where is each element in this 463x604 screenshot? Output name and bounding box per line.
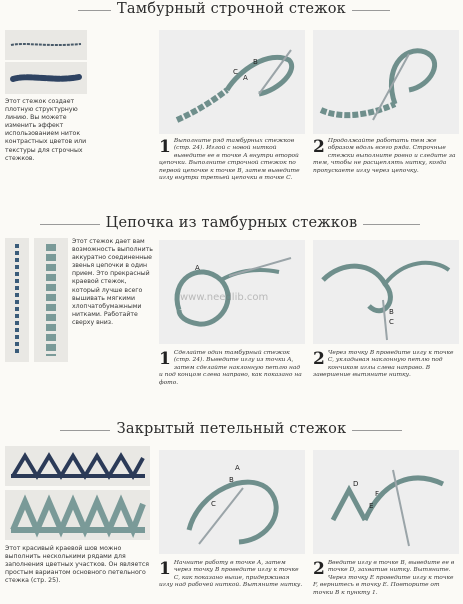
step-2-1: 1 Сделайте один тамбурный стежок (стр. 24). Выведите иглу из точки A, затем сделайте наклонную петлю над и под концом слева направо, как показано на фото. [159, 349, 302, 386]
svg-text:D: D [353, 480, 359, 488]
svg-text:A: A [243, 74, 248, 82]
side-text-2: Этот стежок дает вам возможность выполнить аккуратно соединенные звенья цепочки в один прием. Это прекрасный краевой стежок, который лучше всего вышивать мягкими хлопчатобумажными нитками. Работайте сверху вниз. [72, 238, 153, 326]
step-2-2: 2 Через точку B проведите иглу к точке C, укладывая наклонную петлю под кончиком иглы слева направо. В завершение вытяните нитку. [313, 349, 454, 379]
svg-text:B: B [229, 476, 234, 484]
side-text-1: Этот стежок создает плотную структурную линию. Вы можете изменить эффект использованием ниток контрастных цветов или текстуры для строчных стежков. [5, 98, 87, 162]
photo-step-3-1 [159, 450, 305, 554]
svg-text:C: C [233, 68, 238, 76]
svg-text:B: B [389, 308, 394, 316]
watermark: www.needlib.com [180, 292, 269, 303]
svg-text:F: F [375, 490, 380, 498]
svg-text:C: C [389, 318, 394, 326]
sample-chain-thin [5, 238, 29, 362]
section-title-1: Тамбурный строчной стежок [0, 1, 463, 17]
side-text-3: Этот красивый краевой шов можно выполнить несколькими рядами для заполнения цветных участков. Он является простым вариантом основного петельного стежка (стр. 25). [5, 545, 149, 585]
sample-closed-buttonhole-navy [5, 446, 150, 486]
svg-text:C: C [211, 500, 216, 508]
step-3-2: 2 Введите иглу в точке B, выведите ее в точке D, захватив нитку. Вытяните. Через точку E проведите иглу к точке F, вернитесь в точку E. Повторите от точки B к пункту 1. [313, 559, 455, 596]
sample-backstitched-thick [5, 62, 87, 94]
section-title-3: Закрытый петельный стежок [0, 421, 463, 437]
svg-text:B: B [253, 58, 258, 66]
step-1-1: 1 Выполните ряд тамбурных стежков (стр. 24). Иглой с новой ниткой выведите ее в точке A внутри второй цепочки. Выполните строчной стежок по первой цепочке к точке B, затем выведите иглу внутри третьей цепочки в точке C. [159, 137, 300, 182]
svg-text:A: A [195, 264, 200, 272]
sample-chain-thick [34, 238, 68, 362]
photo-step-3-2 [313, 450, 459, 554]
sample-closed-buttonhole-teal [5, 490, 150, 540]
section-title-2: Цепочка из тамбурных стежков [0, 215, 463, 231]
photo-step-1-1 [159, 30, 305, 134]
svg-text:E: E [369, 502, 374, 510]
photo-step-2-2 [313, 240, 459, 344]
step-1-2: 2 Продолжайте работать тем же образом вдоль всего ряда. Строчные стежки выполните ровно и следите за тем, чтобы не расщеплять нитку, когда пропускаете иглу через цепочку. [313, 137, 456, 174]
svg-text:A: A [235, 464, 240, 472]
photo-step-1-2 [313, 30, 459, 134]
step-3-1: 1 Начните работу в точке A, затем через точку B проведите иглу к точке C, как показано выше, придерживая иглу над рабочей ниткой. Вытяните нитку. [159, 559, 303, 589]
sample-backstitched-thin [5, 30, 87, 60]
